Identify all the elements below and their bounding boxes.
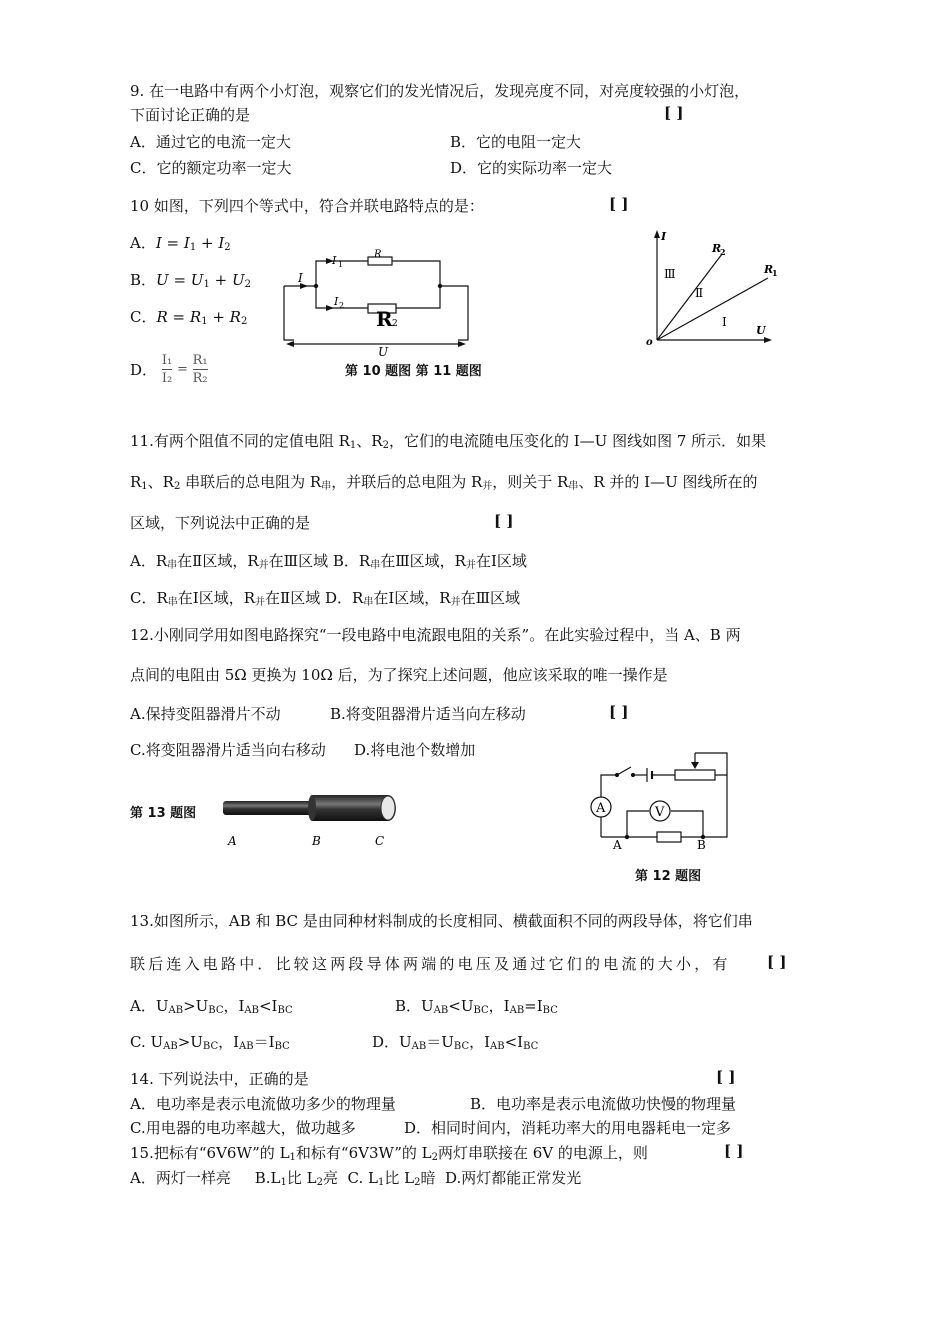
q10-q11-figure-caption: 第 10 题图 第 11 题图 xyxy=(345,364,482,379)
q12-option-d: D.将电池个数增加 xyxy=(354,741,476,759)
q9-option-d: D．它的实际功率一定大 xyxy=(450,159,613,177)
label-a: A xyxy=(228,834,237,848)
resistor-ab xyxy=(657,832,681,842)
q10-option-d: D． $\frac{\text{I₁}}{\text{I₂}}$ = $\frac{\text{R₁}}{\text{R₂}}$ xyxy=(130,353,208,386)
q12-circuit-diagram xyxy=(585,745,735,850)
q10-circuit-diagram xyxy=(282,248,472,358)
q11-option-c-d: C．$R_串$在Ⅰ区域，$R_并$在Ⅱ区域 D．$R_串$在Ⅰ区域，$R_并$在Ⅲ区域 xyxy=(130,589,521,608)
q9-option-b: B．它的电阻一定大 xyxy=(450,133,582,151)
q11-iu-graph xyxy=(640,228,778,348)
q10-answer-bracket: [ ] xyxy=(609,195,629,213)
q11-answer-bracket: [ ] xyxy=(494,512,514,530)
thin-segment-ab xyxy=(223,801,318,815)
q13-option-d: D．$U_{AB}=U_{BC}$，$I_{AB}<I_{BC}$ xyxy=(372,1033,539,1052)
q14-answer-bracket: [ ] xyxy=(716,1068,736,1086)
label-u: U xyxy=(378,345,389,359)
q14-option-d: D．相同时间内，消耗功率大的用电器耗电一定多 xyxy=(404,1119,732,1137)
q12-answer-bracket: [ ] xyxy=(609,703,629,721)
label-r2-sub: 2 xyxy=(720,247,726,257)
axis-label-i: I xyxy=(661,230,667,243)
q9-option-a: A．通过它的电流一定大 xyxy=(130,133,291,151)
q12-option-b: B.将变阻器滑片适当向左移动 xyxy=(330,705,526,723)
label-i1-sub: 1 xyxy=(338,260,344,269)
ammeter-symbol: A xyxy=(596,801,606,816)
region-iii: Ⅲ xyxy=(664,267,676,281)
q15-stem: 15.把标有“6V6W”的 $L_1$和标有“6V3W”的 $L_2$两灯串联接在 6V 的电源上，则 xyxy=(130,1144,648,1163)
q10-stem: 10 如图，下列四个等式中，符合并联电路特点的是： xyxy=(130,197,484,215)
label-i1: I xyxy=(332,254,337,267)
q9-answer-bracket: [ ] xyxy=(664,104,684,122)
origin-label: o xyxy=(646,337,653,348)
label-i2-sub: 2 xyxy=(339,301,345,310)
q10-option-b: B．$U = U_1 + U_2$ xyxy=(130,271,251,290)
region-ii: Ⅱ xyxy=(695,286,704,300)
rheostat xyxy=(675,770,715,780)
axis-label-u: U xyxy=(756,324,766,337)
q12-option-c: C.将变阻器滑片适当向右移动 xyxy=(130,741,326,759)
q14-option-c: C.用电器的电功率越大，做功越多 xyxy=(130,1119,356,1137)
q14-option-a: A．电功率是表示电流做功多少的物理量 xyxy=(130,1095,396,1113)
q11-line1: 11.有两个阻值不同的定值电阻 $R_1$、$R_2$，它们的电流随电压变化的 I—U 图线如图 7 所示．如果 xyxy=(130,432,767,451)
q10-option-c: C．$R = R_1 + R_2$ xyxy=(130,308,248,327)
q9-option-c: C．它的额定功率一定大 xyxy=(130,159,292,177)
q11-option-a-b: A．$R_串$在Ⅱ区域，$R_并$在Ⅲ区域 B．$R_串$在Ⅲ区域，$R_并$在Ⅰ区域 xyxy=(130,552,527,571)
q15-answer-bracket: [ ] xyxy=(724,1142,744,1160)
q15-options: A．两灯一样亮 $B.L_1$比 $L_2$亮 C. $L_1$比 $L_2$暗 D.两灯都能正常发光 xyxy=(130,1169,582,1188)
point-b-label: B xyxy=(697,838,706,852)
q12-line1: 12.小刚同学用如图电路探究“一段电路中电流跟电阻的关系”。在此实验过程中，当 A、B 两 xyxy=(130,626,741,644)
q10-option-a: A．$I = I_1 + I_2$ xyxy=(130,234,231,253)
q13-figure-caption: 第 13 题图 xyxy=(130,806,197,821)
q13-option-a: A．$U_{AB}>U_{BC}$，$I_{AB}<I_{BC}$ xyxy=(130,997,293,1016)
switch xyxy=(617,767,631,775)
q13-answer-bracket: [ ] xyxy=(767,953,787,971)
q13-line2: 联后连入电路中．比较这两段导体两端的电压及通过它们的电流的大小，有 xyxy=(130,955,731,973)
q9-stem-line1: 9. 在一电路中有两个小灯泡，观察它们的发光情况后，发现亮度不同，对亮度较强的小灯泡， xyxy=(130,82,750,100)
label-i: I xyxy=(298,271,303,285)
label-r2: R xyxy=(712,242,722,255)
label-r1: R xyxy=(374,249,382,260)
label-i2: I xyxy=(334,295,339,308)
label-r2: R xyxy=(376,307,393,331)
q13-conductor-figure xyxy=(220,790,405,850)
fraction-right: $\frac{\text{R₁}}{\text{R₂}}$ xyxy=(192,353,208,386)
q11-line3: 区域，下列说法中正确的是 xyxy=(130,514,311,532)
q9-stem-line2: 下面讨论正确的是 xyxy=(130,106,251,124)
q14-stem: 14. 下列说法中，正确的是 xyxy=(130,1070,309,1088)
line-r1 xyxy=(657,278,768,340)
q14-option-b: B．电功率是表示电流做功快慢的物理量 xyxy=(470,1095,737,1113)
point-a-label: A xyxy=(613,838,622,852)
voltmeter-symbol: V xyxy=(655,805,665,820)
q12-line2: 点间的电阻由 5Ω 更换为 10Ω 后，为了探究上述问题，他应该采取的唯一操作是 xyxy=(130,666,668,684)
label-c: C xyxy=(375,834,385,848)
region-i: Ⅰ xyxy=(722,315,727,329)
q12-figure-caption: 第 12 题图 xyxy=(635,869,702,884)
label-r2-sub: 2 xyxy=(392,319,398,329)
q12-option-a: A.保持变阻器滑片不动 xyxy=(130,705,281,723)
label-r1-sub: 1 xyxy=(772,268,778,278)
q13-option-b: B．$U_{AB}<U_{BC}$，$I_{AB}=I_{BC}$ xyxy=(395,997,558,1016)
label-r1: R xyxy=(764,263,774,276)
q13-option-c: C. $U_{AB}>U_{BC}$，$I_{AB}=I_{BC}$ xyxy=(130,1033,290,1052)
fraction-left: $\frac{\text{I₁}}{\text{I₂}}$ xyxy=(161,353,173,386)
q11-line2: $R_1$、$R_2$ 串联后的总电阻为 $R_串$，并联后的总电阻为 $R_并$，则关于 $R_串$、R 并的 I—U 图线所在的 xyxy=(130,473,758,492)
q13-line1: 13.如图所示，AB 和 BC 是由同种材料制成的长度相同、横截面积不同的两段导体，将它们串 xyxy=(130,912,753,930)
label-b: B xyxy=(312,834,321,848)
